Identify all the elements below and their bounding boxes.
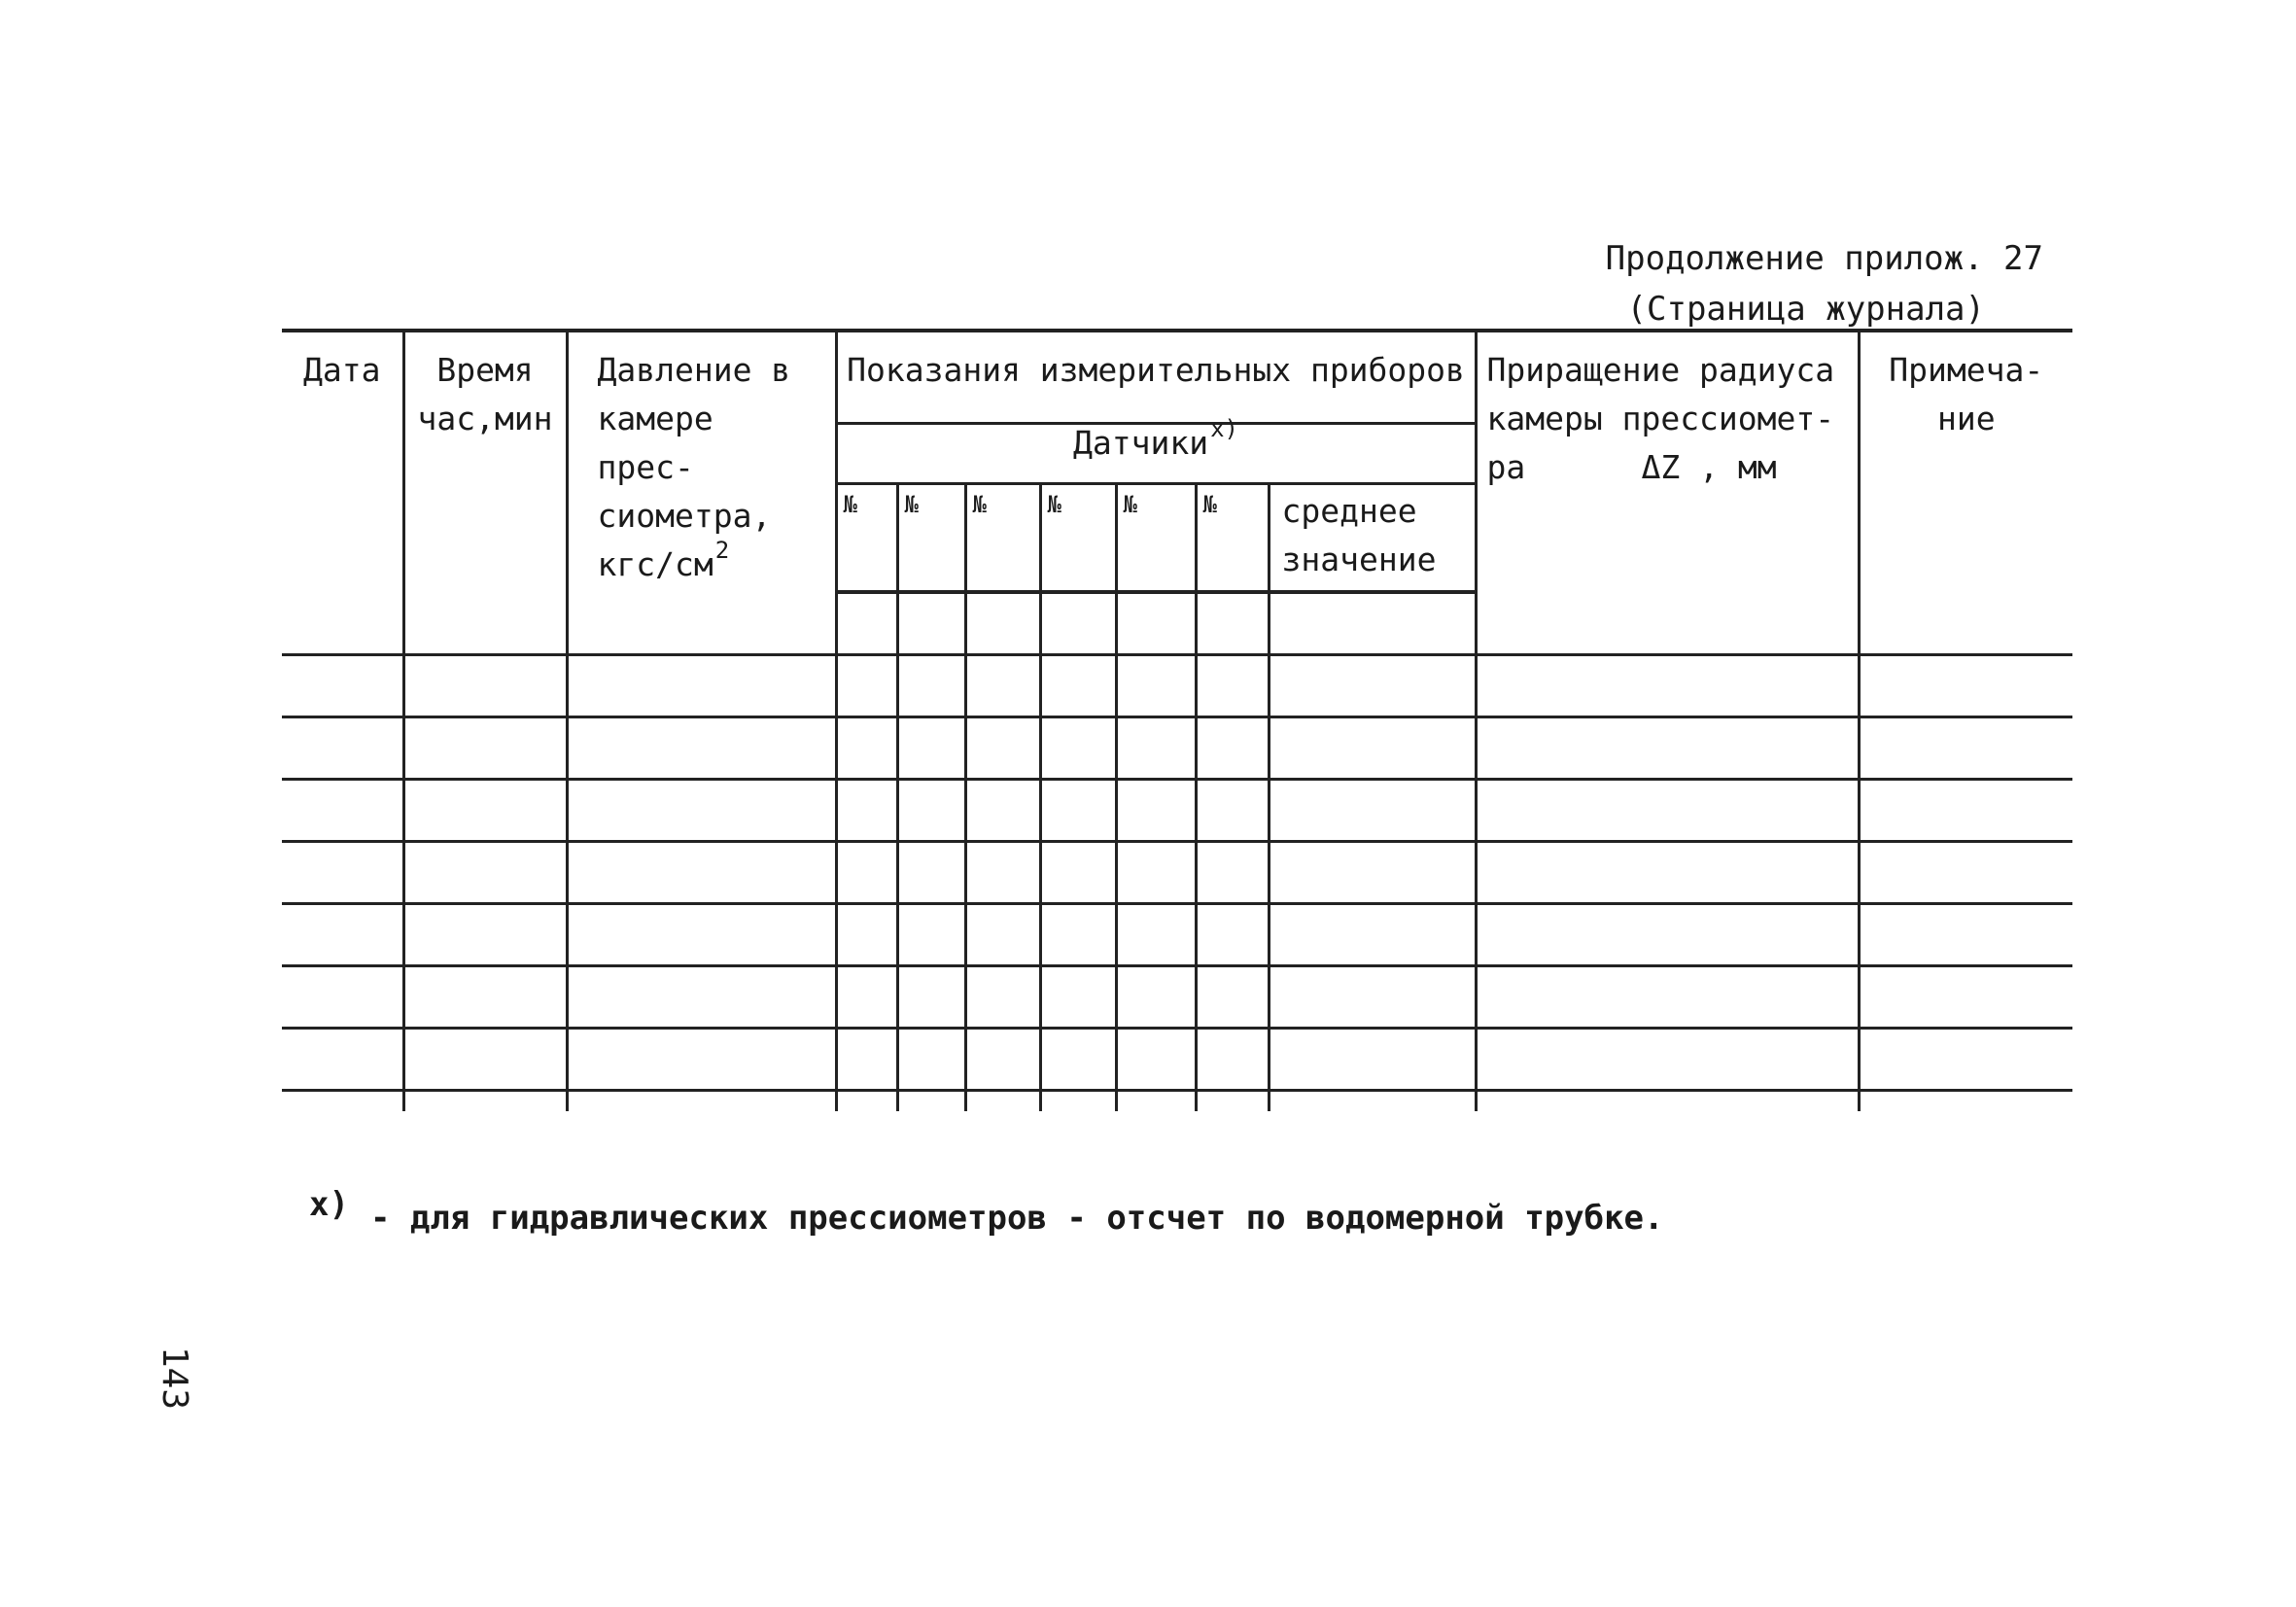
sensor-no-1: № — [836, 484, 897, 593]
cell-time — [403, 655, 567, 717]
cell-date — [282, 842, 403, 904]
footnote — [309, 1185, 1664, 1242]
cell-average — [1269, 966, 1476, 1029]
cell-sensor-6 — [1196, 1091, 1269, 1112]
sensor-no-6: № — [1196, 484, 1269, 593]
sensor-no-2: № — [897, 484, 965, 593]
cell-time — [403, 717, 567, 780]
cell-time — [403, 780, 567, 842]
cell-sensor-5 — [1116, 1029, 1196, 1091]
cell-date — [282, 966, 403, 1029]
cell-sensor-3 — [965, 904, 1040, 966]
cell-time — [403, 966, 567, 1029]
cell-sensor-3 — [965, 1029, 1040, 1091]
cell-radius-increment — [1476, 717, 1859, 780]
journal-table-body — [282, 592, 2072, 1111]
page-header — [1606, 233, 2043, 334]
cell-sensor-6 — [1196, 966, 1269, 1029]
journal-row — [282, 592, 2072, 655]
cell-average — [1269, 592, 1476, 655]
cell-sensor-4 — [1040, 780, 1116, 842]
sensor-no-4: № — [1040, 484, 1116, 593]
footnote-mark: x) — [309, 1185, 349, 1224]
journal-table-header — [282, 331, 2072, 592]
cell-sensor-6 — [1196, 655, 1269, 717]
delta-z-symbol: ΔZ — [1641, 448, 1681, 486]
cell-sensor-3 — [965, 592, 1040, 655]
cell-time — [403, 904, 567, 966]
cell-sensor-2 — [897, 780, 965, 842]
cell-radius-increment — [1476, 655, 1859, 717]
cell-sensor-2 — [897, 904, 965, 966]
cell-sensor-1 — [836, 655, 897, 717]
cell-time — [403, 842, 567, 904]
cell-sensor-4 — [1040, 904, 1116, 966]
cell-sensor-1 — [836, 717, 897, 780]
continuation-label: Продолжение прилож. 27 — [1605, 239, 2043, 278]
header-readings: Показания измерительных приборов — [836, 331, 1476, 423]
cell-pressure — [567, 1029, 836, 1091]
cell-sensor-4 — [1040, 717, 1116, 780]
cell-pressure — [567, 592, 836, 655]
header-sensors: Датчики$^{x)}$ — [836, 423, 1476, 483]
cell-radius-increment — [1476, 966, 1859, 1029]
cell-sensor-5 — [1116, 842, 1196, 904]
journal-row — [282, 842, 2072, 904]
cell-sensor-1 — [836, 904, 897, 966]
cell-pressure — [567, 966, 836, 1029]
cell-sensor-6 — [1196, 780, 1269, 842]
cell-sensor-3 — [965, 842, 1040, 904]
cell-sensor-1 — [836, 592, 897, 655]
cell-pressure — [567, 655, 836, 717]
cell-sensor-5 — [1116, 966, 1196, 1029]
cell-time — [403, 592, 567, 655]
cell-sensor-5 — [1116, 592, 1196, 655]
cell-notes — [1859, 842, 2072, 904]
cell-notes — [1859, 1029, 2072, 1091]
cell-radius-increment — [1476, 1029, 1859, 1091]
cell-pressure — [567, 1091, 836, 1112]
cell-average — [1269, 1091, 1476, 1112]
journal-table — [282, 329, 2072, 1111]
cell-radius-increment — [1476, 780, 1859, 842]
journal-page-label: (Страница журнала) — [1626, 290, 1985, 329]
sensor-no-3: № — [965, 484, 1040, 593]
footnote-text: - для гидравлических прессиометров - отсчет по водомерной трубке. — [369, 1199, 1664, 1238]
cell-sensor-2 — [897, 655, 965, 717]
cell-radius-increment — [1476, 592, 1859, 655]
cell-sensor-1 — [836, 780, 897, 842]
cell-sensor-5 — [1116, 904, 1196, 966]
cell-sensor-5 — [1116, 717, 1196, 780]
cell-pressure — [567, 842, 836, 904]
journal-row — [282, 780, 2072, 842]
header-time: Время час,мин — [403, 331, 567, 592]
cell-date — [282, 1029, 403, 1091]
cell-notes — [1859, 592, 2072, 655]
cell-sensor-3 — [965, 780, 1040, 842]
cell-sensor-4 — [1040, 1091, 1116, 1112]
cell-notes — [1859, 966, 2072, 1029]
cell-pressure — [567, 904, 836, 966]
cell-sensor-4 — [1040, 966, 1116, 1029]
cell-sensor-6 — [1196, 592, 1269, 655]
cell-radius-increment — [1476, 904, 1859, 966]
cell-average — [1269, 842, 1476, 904]
cell-sensor-2 — [897, 592, 965, 655]
cell-date — [282, 592, 403, 655]
cell-sensor-2 — [897, 842, 965, 904]
journal-row — [282, 904, 2072, 966]
header-notes: Примеча- ние — [1859, 331, 2072, 592]
cell-time — [403, 1029, 567, 1091]
cell-radius-increment — [1476, 842, 1859, 904]
cell-date — [282, 780, 403, 842]
cell-radius-increment — [1476, 1091, 1859, 1112]
cell-sensor-3 — [965, 966, 1040, 1029]
cell-sensor-1 — [836, 1029, 897, 1091]
cell-average — [1269, 904, 1476, 966]
cell-time — [403, 1091, 567, 1112]
cell-sensor-1 — [836, 966, 897, 1029]
cell-sensor-1 — [836, 842, 897, 904]
cell-sensor-3 — [965, 655, 1040, 717]
cell-sensor-2 — [897, 1029, 965, 1091]
cell-sensor-2 — [897, 717, 965, 780]
cell-date — [282, 904, 403, 966]
cell-sensor-3 — [965, 717, 1040, 780]
header-radius-increment: Приращение радиуса камеры прессиомет- ра ΔZ , мм — [1476, 331, 1859, 592]
header-pressure: Давление в камере прес- сиометра, кгс/$см^2$ — [567, 331, 836, 592]
cell-average — [1269, 1029, 1476, 1091]
sensor-no-5: № — [1116, 484, 1196, 593]
cell-sensor-6 — [1196, 717, 1269, 780]
cell-notes — [1859, 1091, 2072, 1112]
cell-date — [282, 1091, 403, 1112]
cell-sensor-6 — [1196, 1029, 1269, 1091]
cell-sensor-1 — [836, 1091, 897, 1112]
cell-notes — [1859, 904, 2072, 966]
cell-pressure — [567, 780, 836, 842]
header-date: Дата — [282, 331, 403, 592]
cell-date — [282, 717, 403, 780]
cell-sensor-4 — [1040, 592, 1116, 655]
cell-sensor-4 — [1040, 1029, 1116, 1091]
cell-average — [1269, 717, 1476, 780]
journal-row — [282, 966, 2072, 1029]
cell-average — [1269, 655, 1476, 717]
cell-average — [1269, 780, 1476, 842]
cell-sensor-2 — [897, 1091, 965, 1112]
cell-notes — [1859, 655, 2072, 717]
cell-sensor-2 — [897, 966, 965, 1029]
cell-sensor-6 — [1196, 842, 1269, 904]
cell-notes — [1859, 717, 2072, 780]
journal-row — [282, 655, 2072, 717]
cell-notes — [1859, 780, 2072, 842]
cell-sensor-5 — [1116, 780, 1196, 842]
journal-row — [282, 717, 2072, 780]
cell-sensor-4 — [1040, 842, 1116, 904]
page-number: 143 — [155, 1346, 194, 1411]
cell-sensor-5 — [1116, 1091, 1196, 1112]
cell-date — [282, 655, 403, 717]
journal-row — [282, 1029, 2072, 1091]
cell-sensor-3 — [965, 1091, 1040, 1112]
cell-pressure — [567, 717, 836, 780]
journal-row — [282, 1091, 2072, 1112]
cell-sensor-6 — [1196, 904, 1269, 966]
header-average-value: среднее значение — [1269, 484, 1476, 593]
cell-sensor-5 — [1116, 655, 1196, 717]
cell-sensor-4 — [1040, 655, 1116, 717]
